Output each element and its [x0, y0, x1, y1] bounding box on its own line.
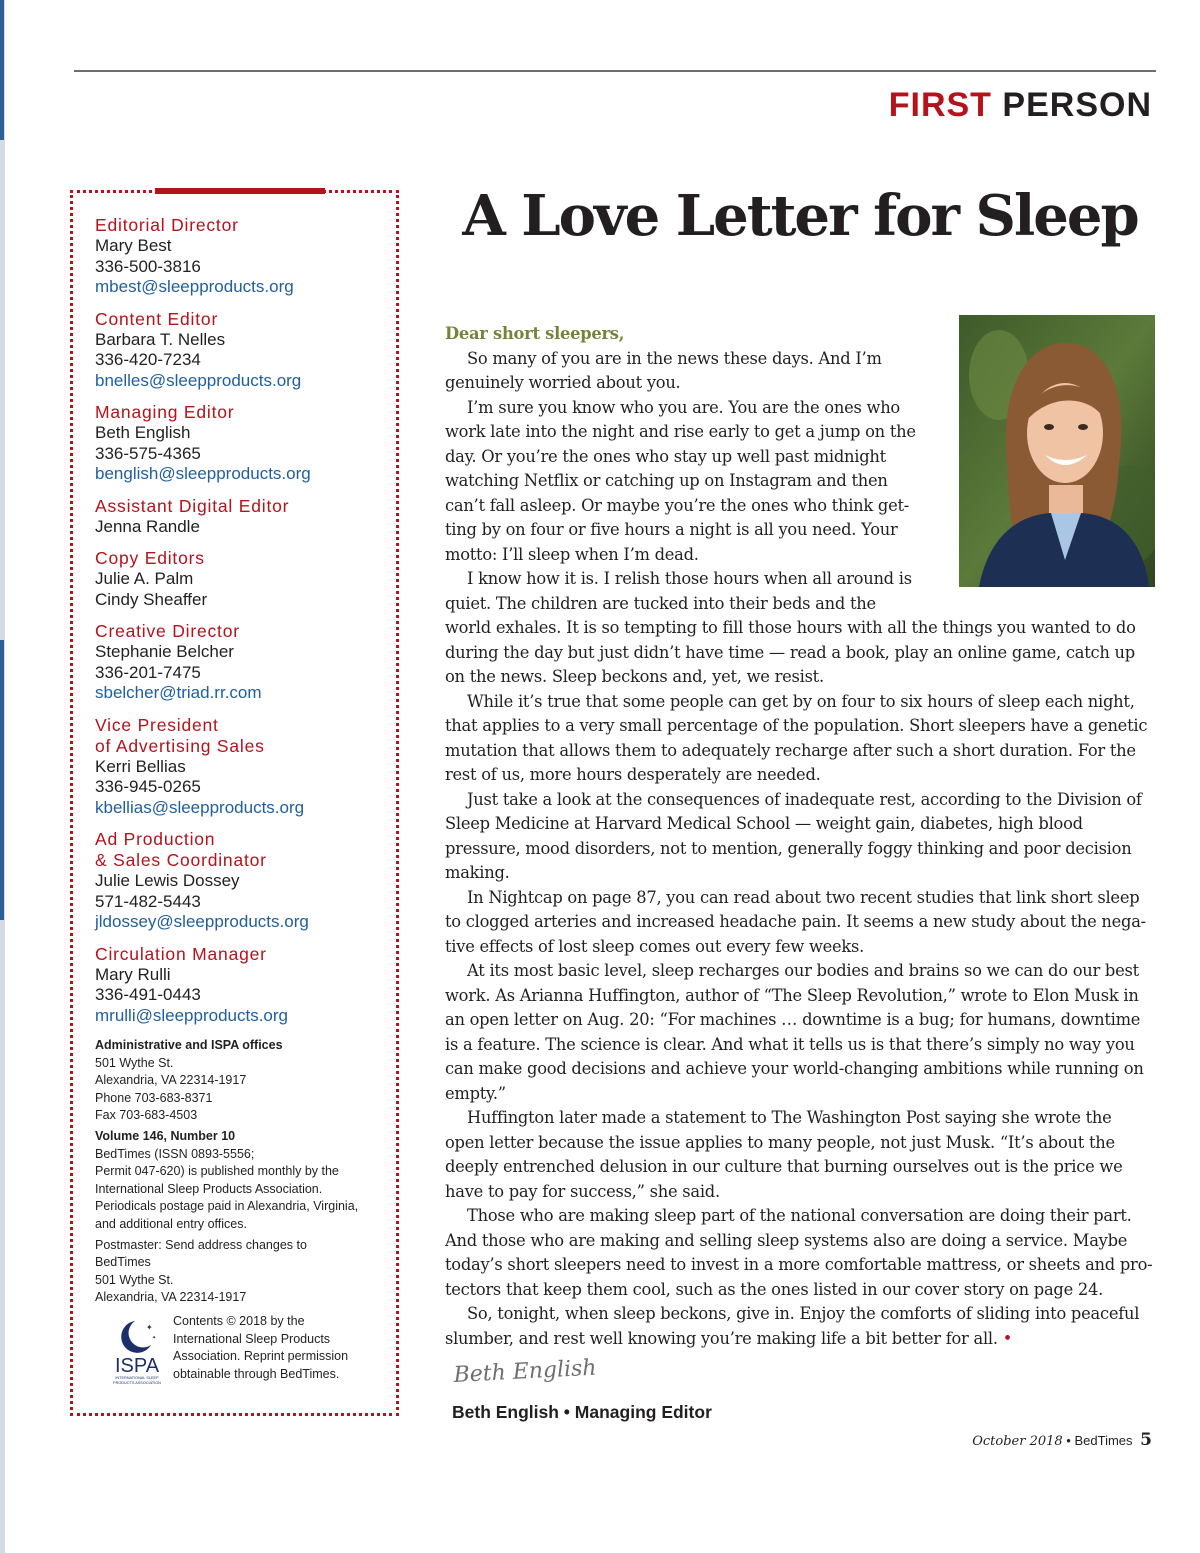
staff-role: [95, 548, 385, 569]
end-mark-bullet: •: [1002, 1328, 1013, 1348]
office-address-line: Alexandria, VA 22314-1917: [95, 1073, 247, 1088]
section-label-first: FIRST: [888, 86, 992, 124]
masthead-accent-bar: [155, 188, 325, 194]
author-photo: [959, 315, 1155, 587]
staff-role: [95, 944, 385, 965]
staff-entry: [95, 215, 385, 298]
publication-line: Periodicals postage paid in Alexandria, Virginia,: [95, 1199, 359, 1214]
copyright-line: Contents © 2018 by the: [173, 1313, 305, 1328]
article-paragraph: [445, 1302, 1155, 1351]
salutation: Dear short sleepers,: [445, 324, 625, 343]
article-paragraph: [445, 959, 1155, 1106]
paragraph-text: At its most basic level, sleep recharges our bodies and brains so we can do our best work. As Arianna Huffington, author of “The Sleep Revolution,” wrote to Elon Musk in an open letter on Aug. 20: “For machines … downtime is a bug; for humans, downtime is a feature. The science is clear. And what it tells us is that there’s simply no way you can make good decisions and achieve your world-changing ambitions while running on empty.”: [445, 961, 1144, 1103]
staff-name: Mary Rulli: [95, 964, 171, 984]
copyright-notice: [173, 1313, 383, 1383]
staff-email-link[interactable]: kbellias@sleepproducts.org: [95, 797, 305, 817]
staff-role-line: Assistant Digital Editor: [95, 495, 290, 516]
offices-address: [95, 1055, 385, 1125]
staff-name: Jenna Randle: [95, 516, 200, 536]
staff-detail: 336-491-0443: [95, 985, 201, 1004]
ispa-logo-subtext: INTERNATIONAL SLEEP: [115, 1375, 159, 1380]
office-address-line: Fax 703-683-4503: [95, 1108, 198, 1123]
copyright-line: obtainable through BedTimes.: [173, 1366, 340, 1381]
staff-name: Barbara T. Nelles: [95, 329, 226, 349]
staff-name: Julie A. Palm: [95, 569, 194, 588]
staff-entry: [95, 548, 385, 610]
page-edge-marker: [0, 0, 4, 140]
publication-line: BedTimes (ISSN 0893-5556;: [95, 1146, 255, 1161]
section-label-second: PERSON: [1002, 86, 1152, 124]
ispa-logo-text: ISPA: [114, 1354, 160, 1377]
section-label: [889, 86, 1152, 125]
staff-name: Beth English: [95, 423, 191, 442]
staff-entry: [95, 402, 385, 485]
article-headline: A Love Letter for Sleep: [462, 183, 1138, 249]
paragraph-text: Just take a look at the consequences of inadequate rest, according to the Division of Sleep Medicine at Harvard Medical School — weight gain, diabetes, high blood pressure, mood disorders, not to mention, generally foggy thinking and poor decision making.: [445, 789, 1142, 882]
paragraph-text: So many of you are in the news these days. And I’m genuinely worried about you.: [445, 348, 882, 392]
paragraph-text: I know how it is. I relish those hours when all around is quiet. The children are tucked into their beds and the world exhales. It is so tempting to fill those hours with all the things you wanted to do during the day but just didn’t have time — read a book, play an online game, catch up on the news. Sleep beckons and, yet, we resist.: [445, 569, 1136, 686]
staff-name: Stephanie Belcher: [95, 642, 234, 661]
staff-role-line: Creative Director: [95, 621, 240, 641]
staff-detail: 336-500-3816: [95, 256, 201, 276]
staff-email-link[interactable]: mrulli@sleepproducts.org: [95, 1005, 289, 1025]
staff-role: [95, 402, 385, 423]
page-edge-marker: [0, 640, 4, 920]
staff-detail: 336-201-7475: [95, 662, 201, 682]
offices-block: [95, 1037, 385, 1125]
signature-text: Beth English: [453, 1355, 598, 1388]
staff-role-line: Ad Production: [95, 829, 216, 849]
masthead-content: [95, 215, 385, 1388]
staff-name: Julie Lewis Dossey: [95, 871, 240, 890]
copyright-line: Association. Reprint permission: [173, 1349, 349, 1364]
star-icon: ✦: [146, 1322, 153, 1332]
star-icon: ✦: [152, 1334, 157, 1341]
staff-detail: 336-945-0265: [95, 777, 201, 796]
publication-line: and additional entry offices.: [95, 1216, 247, 1231]
article-paragraph: [445, 690, 1155, 788]
staff-entry: [95, 944, 385, 1027]
staff-email-link[interactable]: mbest@sleepproducts.org: [95, 277, 294, 296]
staff-role-line: Content Editor: [95, 308, 219, 329]
postmaster-line: 501 Wythe St.: [95, 1272, 174, 1287]
postmaster-line: Alexandria, VA 22314-1917: [95, 1290, 247, 1305]
publication-line: Permit 047-620) is published monthly by the: [95, 1164, 339, 1179]
article-paragraph: [445, 886, 1155, 960]
signature: [452, 1352, 652, 1400]
staff-detail: 336-420-7234: [95, 350, 201, 369]
article-paragraph: [445, 1106, 1155, 1204]
staff-role-line: Copy Editors: [95, 548, 205, 568]
staff-role: [95, 715, 385, 757]
staff-email-link[interactable]: benglish@sleepproducts.org: [95, 464, 311, 483]
staff-detail: 571-482-5443: [95, 891, 201, 911]
office-address-line: 501 Wythe St.: [95, 1055, 174, 1070]
page-footer: [972, 1430, 1152, 1450]
paragraph-text: So, tonight, when sleep beckons, give in. Enjoy the comforts of sliding into peaceful slumber, and rest well knowing you’re making life a bit better for all.: [445, 1304, 1140, 1348]
staff-role-line: of Advertising Sales: [95, 735, 265, 756]
office-address-line: Phone 703-683-8371: [95, 1090, 213, 1105]
copyright-line: International Sleep Products: [173, 1331, 331, 1346]
postmaster-line: Postmaster: Send address changes to: [95, 1237, 307, 1252]
postmaster-line: BedTimes: [95, 1255, 151, 1270]
paragraph-text: I’m sure you know who you are. You are the ones who work late into the night and rise early to get a jump on the day. Or you’re the ones who stay up well past midnight watching Netflix or catching up on Instagram and then can’t fall asleep. Or maybe you’re the ones who think getting by on four or five hours a night is all you need. Your motto: I’ll sleep when I’m dead.: [445, 397, 916, 564]
staff-entry: [95, 496, 385, 538]
article-body: [445, 322, 1155, 1351]
staff-role-line: & Sales Coordinator: [95, 850, 267, 870]
paragraph-text: While it’s true that some people can get by on four to six hours of sleep each night, that applies to a very small percentage of the population. Short sleepers have a genetic mutation that allows them to adequately recharge after such a short duration. For the rest of us, more hours desperately are needed.: [445, 691, 1148, 784]
staff-role: [95, 309, 385, 330]
staff-role: [95, 621, 385, 642]
staff-role-line: Circulation Manager: [95, 943, 267, 964]
staff-role: [95, 829, 385, 871]
footer-separator: •: [1066, 1433, 1071, 1448]
staff-email-link[interactable]: sbelcher@triad.rr.com: [95, 683, 262, 702]
publication-line: International Sleep Products Association.: [95, 1181, 323, 1196]
staff-role-line: Vice President: [95, 714, 219, 735]
footer-date: October 2018: [972, 1434, 1063, 1449]
paragraph-text: In Nightcap on page 87, you can read about two recent studies that link short sleep to clogged arteries and increased headache pain. It seems a new study about the negative effects of lost sleep comes out every few weeks.: [445, 887, 1147, 956]
top-rule: [74, 70, 1156, 72]
article-paragraph: [445, 788, 1155, 886]
publication-block: [95, 1128, 385, 1234]
staff-role: [95, 215, 385, 236]
staff-name: Kerri Bellias: [95, 756, 186, 776]
staff-name: Mary Best: [95, 236, 172, 255]
ispa-logo-subtext: PRODUCTS ASSOCIATION: [113, 1380, 161, 1385]
staff-role: [95, 496, 385, 517]
publication-statement: [95, 1146, 385, 1234]
staff-entry: [95, 715, 385, 819]
staff-email-link[interactable]: bnelles@sleepproducts.org: [95, 370, 302, 390]
staff-list: [95, 215, 385, 1026]
offices-heading: Administrative and ISPA offices: [95, 1038, 283, 1052]
staff-detail: Cindy Sheaffer: [95, 589, 208, 609]
staff-role-line: Managing Editor: [95, 402, 235, 422]
footer-publication: BedTimes: [1074, 1433, 1133, 1448]
volume-number: Volume 146, Number 10: [95, 1128, 236, 1143]
ispa-row: [95, 1313, 385, 1388]
staff-email-link[interactable]: jldossey@sleepproducts.org: [95, 912, 309, 931]
byline: Beth English • Managing Editor: [452, 1402, 712, 1422]
postmaster-block: [95, 1237, 385, 1307]
staff-role-line: Editorial Director: [95, 215, 239, 235]
masthead-box: [70, 190, 399, 1416]
staff-detail: 336-575-4365: [95, 443, 201, 463]
paragraph-text: Huffington later made a statement to The Washington Post saying she wrote the open letter because the issue applies to many people, not just Musk. “It’s about the deeply entrenched delusion in our culture that burning ourselves out is the price we have to pay for success,” she said.: [445, 1108, 1123, 1201]
staff-entry: [95, 309, 385, 392]
ispa-logo: [103, 1315, 171, 1387]
paragraph-text: Those who are making sleep part of the national conversation are doing their part. And those who are making and selling sleep systems also are doing a service. Maybe today’s short sleepers need to invest in a more comfortable mattress, or sheets and protectors that keep them cool, such as the ones listed in our cover story on page 24.: [445, 1206, 1153, 1299]
staff-entry: [95, 621, 385, 704]
article-paragraph: [445, 1204, 1155, 1302]
page-number: 5: [1140, 1430, 1152, 1450]
staff-entry: [95, 829, 385, 933]
